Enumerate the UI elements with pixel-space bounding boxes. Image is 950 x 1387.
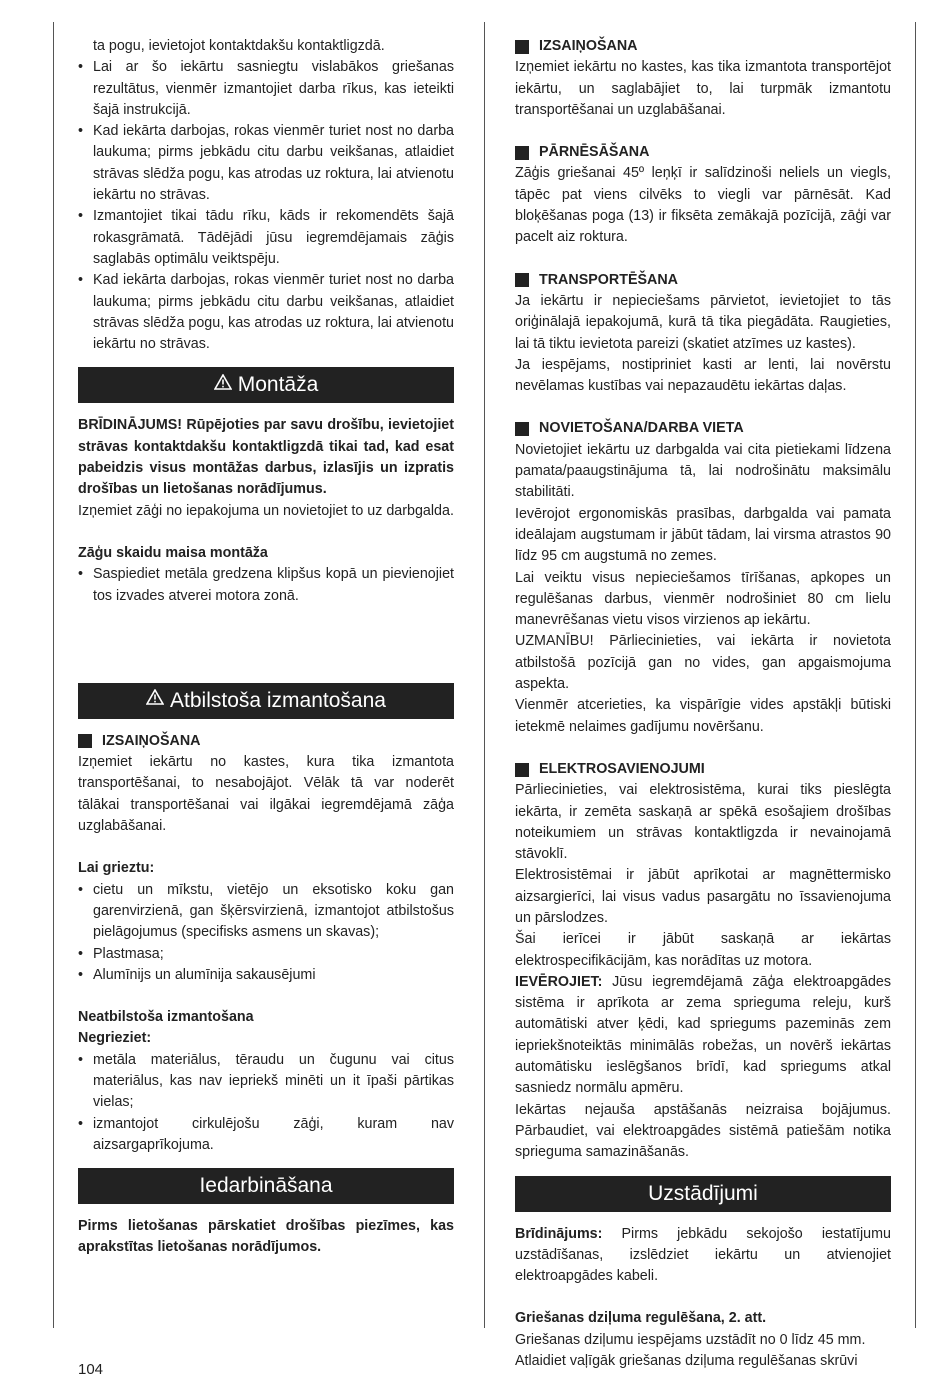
- iedarbinasana-banner: [78, 1168, 454, 1204]
- section-paragraph: Šai ierīcei ir jābūt saskaņā ar iekārtas elektrospecifikācijām, kas norādītas uz motora.: [515, 931, 891, 969]
- square-bullet-icon: [78, 734, 92, 748]
- warning-triangle-icon: [214, 366, 232, 402]
- section-paragraph: Zāģis griešanai 45º leņķī ir salīdzinoši neliels un viegls, tāpēc pat viens cilvēks to viegli var pārnēsāt. Kad bloķēšanas poga (13) ir fiksēta zemākajā pozīcijā, zāģi var pacelt aiz roktura.: [515, 165, 891, 246]
- note-label: IEVĒROJIET:: [515, 973, 603, 990]
- iedarbinasana-text: Pirms lietošanas pārskatiet drošības piezīmes, kas aprakstītas lietošanas norādījumos.: [78, 1218, 454, 1256]
- do-not-cut-list: [78, 1050, 454, 1156]
- note-text: Jūsu iegremdējamā zāģa elektroapgādes sistēma ir aprīkota ar zema sprieguma releju, kurš automātiski atver ķēdi, kad spriegums pazeminās zem iepriekšnoteiktās minimālās robežas, un novērš iekārtas automātisku ieslēgšanos brīdī, kad spriegums atkal sasniedz normālu apmēru.: [515, 973, 891, 1097]
- iedarbinasana-title: Iedarbināšana: [199, 1174, 333, 1198]
- cutting-depth-text: Griešanas dziļumu iespējams uzstādīt no 0 līdz 45 mm.: [515, 1331, 866, 1348]
- warning-triangle-icon: [146, 681, 164, 717]
- square-bullet-icon: [515, 422, 529, 436]
- list-item: • Plastmasa;: [78, 944, 454, 965]
- section-heading: [515, 142, 891, 163]
- section-heading-text: PĀRNĒSĀŠANA: [539, 144, 650, 161]
- left-column: [78, 36, 454, 1259]
- list-item: • Alumīnijs un alumīnija sakausējumi: [78, 965, 454, 986]
- square-bullet-icon: [515, 763, 529, 777]
- section-paragraph: Izņemiet iekārtu no kastes, kas tika izmantota transportējot iekārtu, un saglabājiet to, lai turpmāk izmantotu transportēšanai un uzglabāšanai.: [515, 59, 891, 118]
- right-column-rule: [915, 22, 916, 1328]
- list-item: • Lai ar šo iekārtu sasniegtu vislabākos griešanas rezultātus, vienmēr izmantojiet darba rīkus, kas ieteikti šajā instrukcijā.: [78, 57, 454, 121]
- list-item: • Kad iekārta darbojas, rokas vienmēr turiet nost no darba laukuma; pirms jebkādu citu darbu veikšanas, atlaidiet strāvas slēdža pogu, kas atrodas uz roktura, lai atvienotu iekārtu no strāvas.: [78, 121, 454, 206]
- center-column-rule: [484, 22, 485, 1328]
- list-item: • Saspiediet metāla gredzena klipšus kopā un pievienojiet tos izvades atverei motora zonā.: [78, 564, 454, 607]
- list-item: • Kad iekārta darbojas, rokas vienmēr turiet nost no darba laukuma; pirms jebkādu citu darbu veikšanas, atlaidiet strāvas slēdža pogu, kas atrodas uz roktura, lai atvienotu iekārtu no strāvas.: [78, 270, 454, 355]
- square-bullet-icon: [515, 40, 529, 54]
- section-paragraph: Ievērojot ergonomiskās prasības, darbgalda vai pamata ideālajam augstumam ir jābūt tādam, lai virsma atrastos 90 līdz 95 cm augstumā no zemes.: [515, 505, 891, 565]
- cutting-depth-heading: Griešanas dziļuma regulēšana, 2. att.: [515, 1310, 767, 1327]
- settings-warning-text: Pirms jebkādu sekojošo iestatījumu uzstādīšanas, izslēdziet iekārtu un atvienojiet elektroapgādes kabeli.: [515, 1225, 891, 1285]
- settings-warning-label: Brīdinājums:: [515, 1225, 603, 1242]
- section-paragraph: Ja iespējams, nostipriniet kasti ar lenti, lai novērstu nevēlamas kustības vai nepazaudētu iekārtas daļas.: [515, 356, 891, 395]
- right-column: [515, 36, 891, 1372]
- unpack-heading: [78, 731, 454, 752]
- section-heading: [515, 759, 891, 780]
- left-column-rule: [53, 22, 54, 1328]
- note-paragraph: [515, 972, 891, 1100]
- section-heading-text: TRANSPORTĒŠANA: [539, 271, 679, 288]
- section-heading-text: NOVIETOŠANA/DARBA VIETA: [539, 420, 744, 437]
- atbilstosa-title: Atbilstoša izmantošana: [170, 688, 386, 712]
- bag-bullet-list: [78, 564, 454, 607]
- section-heading-text: ELEKTROSAVIENOJUMI: [539, 760, 705, 777]
- section-paragraph: Pārliecinieties, vai elektrosistēma, kurai tiks pieslēgta iekārta, ir zemēta saskaņā ar spēkā esošajiem drošības noteikumiem un strāvas kontaktligzda ir nevainojamā stāvoklī.: [515, 782, 891, 863]
- section-heading: [515, 270, 891, 291]
- uzstadijumi-banner: [515, 1176, 891, 1212]
- section-paragraph: Iekārtas nejauša apstāšanās neizraisa bojājumus. Pārbaudiet, vai elektroapgādes sistēmā patiešām notika sprieguma samazināšanās.: [515, 1101, 891, 1161]
- saw-dust-bag-heading: Zāģu skaidu maisa montāža: [78, 544, 268, 561]
- list-item: • metāla materiālus, tēraudu un čugunu vai citus materiālus, kas nav iepriekš minēti un it īpaši pārtikas vielas;: [78, 1050, 454, 1114]
- cut-bullet-list: [78, 880, 454, 986]
- list-item: • izmantojot cirkulējošu zāģi, kuram nav aizsargaprīkojuma.: [78, 1114, 454, 1157]
- section-heading: [515, 36, 891, 57]
- section-paragraph: Vienmēr atcerieties, ka vispārīgie vides apstākļi būtiski ietekmē nelaimes gadījumu novēršanu.: [515, 697, 891, 735]
- settings-warning: [515, 1224, 891, 1288]
- uzstadijumi-title: Uzstādījumi: [648, 1181, 758, 1205]
- unpack-heading-text: IZSAIŅOŠANA: [102, 732, 201, 749]
- montaza-text: Izņemiet zāģi no iepakojuma un novietojiet to uz darbgalda.: [78, 502, 454, 519]
- unpack-text: Izņemiet iekārtu no kastes, kura tika izmantota transportēšanai, to nesabojājot. Vēlāk tā var noderēt tālākai transportēšanai vai ilgākai iegremdējamā zāģa uzglabāšanai.: [78, 754, 454, 835]
- montaza-banner: [78, 367, 454, 403]
- square-bullet-icon: [515, 146, 529, 160]
- section-paragraph: Elektrosistēmai ir jābūt aprīkotai ar magnēttermisko aizsargierīci, lai visus vadus pasargātu no īssavienojuma un pārslodzes.: [515, 867, 891, 926]
- section-paragraph: Novietojiet iekārtu uz darbgalda vai cita pietiekami līdzena pamata/paaugstinājuma tā, lai nodrošinātu maksimālu stabilitāti.: [515, 441, 891, 501]
- page-number: 104: [78, 1361, 104, 1378]
- improper-use-heading: Neatbilstoša izmantošana: [78, 1009, 254, 1026]
- section-heading: [515, 418, 891, 439]
- section-paragraph: Ja iekārtu ir nepieciešams pārvietot, ievietojiet to tās oriģinālajā iepakojumā, kurā tā tika piegādāta. Raugieties, lai tā tiktu ievietota pareizi (skatiet atzīmes uz kastes).: [515, 292, 891, 352]
- section-paragraph: Lai veiktu visus nepieciešamos tīrīšanas, apkopes un regulēšanas darbus, vienmēr nodrošiniet 80 cm lielu manevrēšanas vietu visos virzienos ap iekārtu.: [515, 569, 891, 629]
- section-paragraph: UZMANĪBU! Pārliecinieties, vai iekārta ir novietota atbilstošā pozīcijā gan no vides, gan apgaismojuma aspekta.: [515, 633, 891, 693]
- list-item: • Izmantojiet tikai tādu rīku, kāds ir rekomendēts šajā rokasgrāmatā. Tādējādi jūsu iegremdējamais zāģis saglabās optimālu veiktspēju.: [78, 206, 454, 270]
- cutting-depth-text: Atlaidiet vaļīgāk griešanas dziļuma regulēšanas skrūvi: [515, 1353, 858, 1370]
- section-heading-text: IZSAIŅOŠANA: [539, 38, 638, 54]
- cut-heading: Lai grieztu:: [78, 860, 155, 877]
- intro-bullet-list: [78, 57, 454, 355]
- intro-continuation: ta pogu, ievietojot kontaktdakšu kontaktligzdā.: [93, 38, 385, 54]
- do-not-cut-heading: Negrieziet:: [78, 1030, 152, 1047]
- montaza-title: Montāža: [237, 373, 319, 397]
- montaza-warning: BRĪDINĀJUMS! Rūpējoties par savu drošību, ievietojiet strāvas kontaktdakšu kontaktligzdā tikai tad, kad esat pabeidzis visus montāžas darbus, izlasījis un izpratis drošības un lietošanas norādījumus.: [78, 417, 454, 498]
- atbilstosa-banner: [78, 683, 454, 719]
- list-item: • cietu un mīkstu, vietējo un eksotisko koku gan garenvirzienā, gan šķērsvirzienā, izmantojot atbilstošus pielāgojumus (specifisks asmens un skavas);: [78, 880, 454, 944]
- square-bullet-icon: [515, 273, 529, 287]
